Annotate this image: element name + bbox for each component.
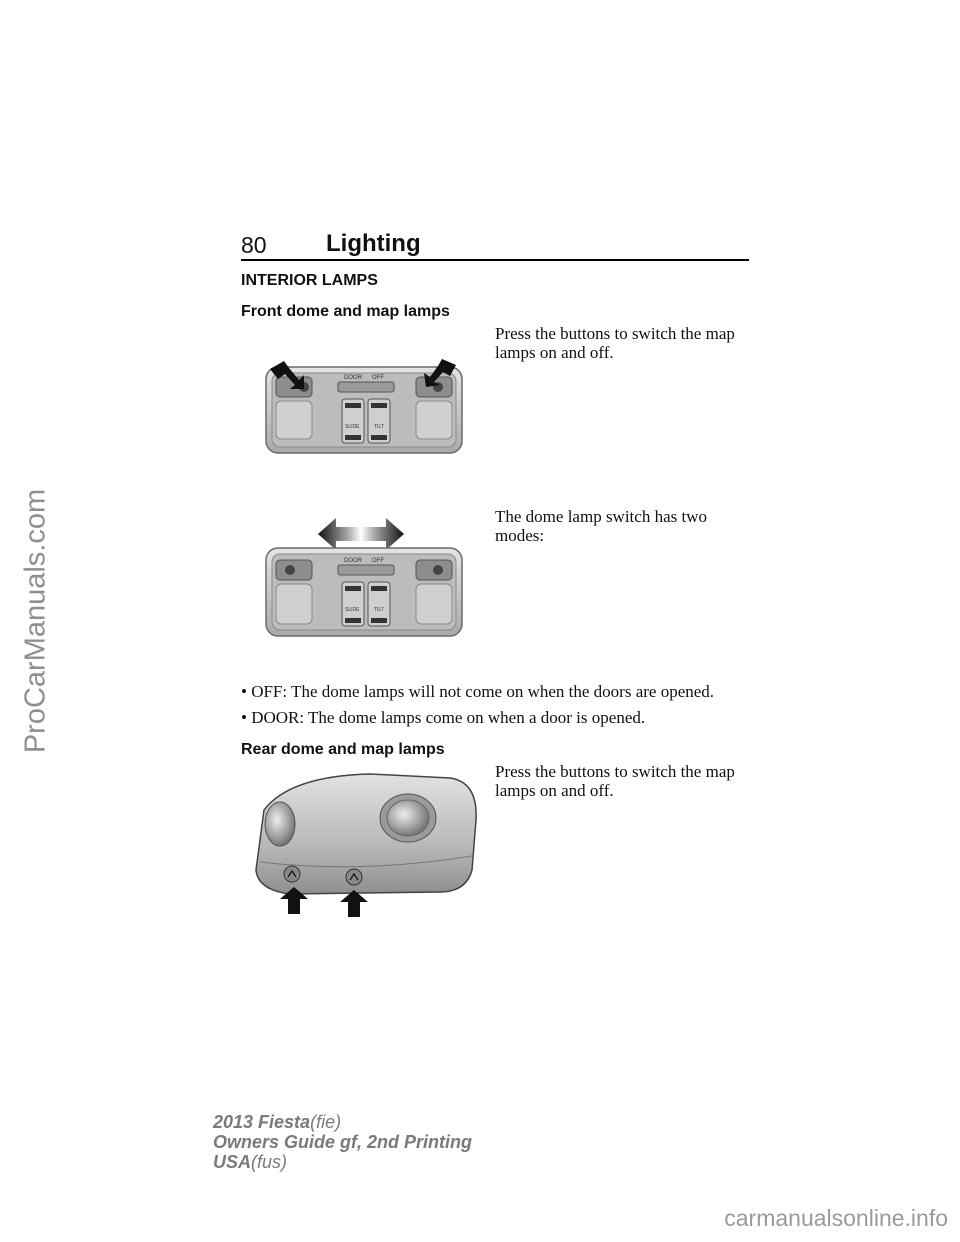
- rear-dome-lens: [387, 800, 429, 836]
- rear-text: [495, 762, 735, 800]
- rear-dome-lamp-figure: [250, 770, 482, 920]
- footer-line-3: [213, 1152, 472, 1172]
- console2-slide-label: SLIDE: [345, 607, 360, 613]
- bullet-item-off: [241, 682, 714, 701]
- arrow-up-right-icon: [340, 890, 368, 917]
- console2-door-label: DOOR: [344, 558, 362, 564]
- page-number: 80: [241, 232, 267, 258]
- bullet-item-door: [241, 708, 645, 727]
- footer-model: 2013 Fiesta: [213, 1112, 311, 1132]
- front-console-figure-2: [258, 512, 468, 640]
- front-text-1-line2: lamps on and off.: [495, 343, 614, 362]
- bullet-text-off: OFF: The dome lamps will not come on when the doors are opened.: [251, 682, 715, 701]
- rear-side-lens: [265, 802, 295, 846]
- bullet-icon: •: [241, 708, 247, 727]
- footer-line-1: [213, 1112, 472, 1132]
- rear-heading: Rear dome and map lamps: [241, 741, 445, 758]
- slide-arrows-icon: [318, 518, 404, 550]
- rear-right-map-button: [346, 869, 362, 885]
- bullet-text-door: DOOR: The dome lamps come on when a door is opened.: [251, 708, 646, 727]
- footer-model-code: (fie): [310, 1112, 342, 1132]
- rear-text-line2: lamps on and off.: [495, 781, 614, 800]
- chapter-title: Lighting: [326, 230, 421, 257]
- section-title: INTERIOR LAMPS: [241, 272, 378, 289]
- front-console-figure-1: [258, 355, 468, 460]
- front-text-2: [495, 507, 707, 545]
- dome-lamp-switch: [338, 382, 394, 392]
- bullet-icon: •: [241, 682, 247, 701]
- front-text-1-line1: Press the buttons to switch the map: [495, 324, 735, 343]
- rear-left-map-button: [284, 866, 300, 882]
- console2-off-label: OFF: [372, 558, 384, 564]
- footer-guide: Owners Guide gf, 2nd Printing: [213, 1132, 473, 1152]
- watermark-vertical-text: ProCarManuals.com: [19, 488, 52, 754]
- footer-market: USA: [213, 1152, 252, 1172]
- front-text-1: [495, 324, 735, 362]
- console-off-label: OFF: [372, 375, 384, 381]
- watermark-bottom: carmanualsonline.info: [724, 1205, 948, 1231]
- footer-line-2: [213, 1132, 472, 1152]
- watermark-vertical: [14, 0, 58, 1242]
- console-door-label: DOOR: [344, 375, 362, 381]
- footer: [213, 1112, 472, 1172]
- front-text-2-line2: modes:: [495, 526, 545, 545]
- front-heading: Front dome and map lamps: [241, 303, 450, 320]
- console-tilt-label: TILT: [374, 424, 384, 430]
- footer-market-code: (fus): [251, 1152, 288, 1172]
- console2-tilt-label: TILT: [374, 607, 384, 613]
- front-text-2-line1: The dome lamp switch has two: [495, 507, 707, 526]
- console-slide-label: SLIDE: [345, 424, 360, 430]
- rear-text-line1: Press the buttons to switch the map: [495, 762, 735, 781]
- header-rule: [241, 259, 749, 261]
